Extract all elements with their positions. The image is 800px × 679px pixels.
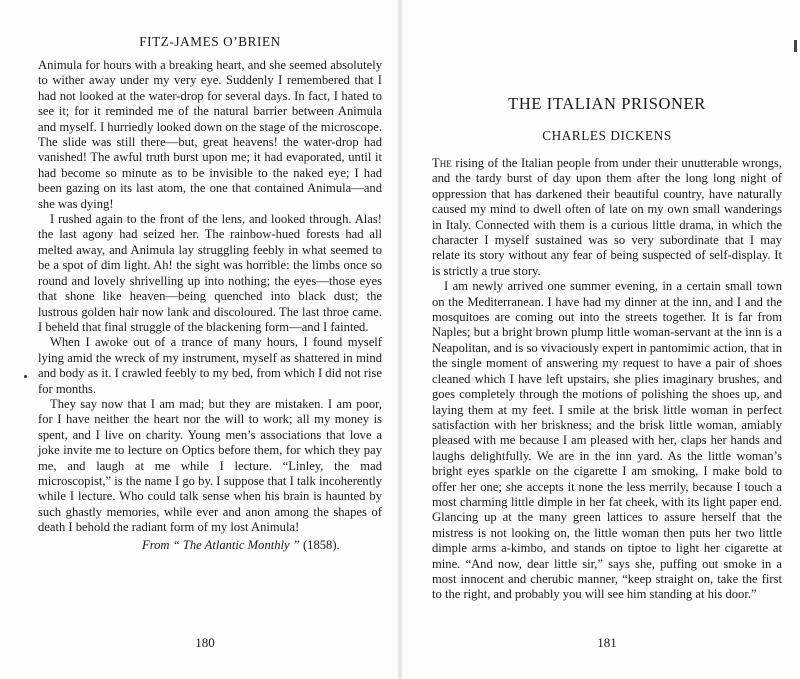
print-speck: [24, 375, 27, 378]
page-number-right: 181: [597, 635, 617, 650]
edge-mark: [794, 40, 797, 52]
story-author: CHARLES DICKENS: [542, 128, 672, 143]
paragraph: I rushed again to the front of the lens, and looked through. Alas! the last agony had seized her. The rainbow-hued forests had all melted away, and Animula lay struggling feebly in what seemed to be a spot of dim light. Ah! the sight was horrible: the limbs once so round and lovely shrivelling up into nothing; the eyes—those eyes that shone like heaven—being quenched into black dust; the lustrous golden hair now lank and discoloured. The last throe came. I beheld that final struggle of the blackening form—and I fainted.: [38, 212, 382, 334]
lead-word: The: [432, 156, 452, 170]
right-page: [400, 0, 800, 679]
paragraph-text: rising of the Italian people from under their unutterable wrongs, and the tardy burst of day upon them after the long long night of oppression that has darkened their beautiful country, have naturally caused my mind to dwell often of late on my own small wanderings in Italy. Connected with them is a curious little drama, in which the character I myself sustained was so very subordinate that I may relate its story without any fear of being suspected of self-display. It is strictly a true story.: [432, 156, 782, 278]
paragraph: Animula for hours with a breaking heart, and she seemed absolutely to wither away under my very eye. Suddenly I remembered that I had not looked at the water-drop for several days. In fact, I hated to see it; for it reminded me of the natural barrier between Animula and myself. I hurriedly looked down on the stage of the microscope. The slide was still there—but, great heavens! the water-drop had vanished! The awful truth burst upon me; it had evaporated, until it had become so minute as to be invisible to the naked eye; I had been gazing on its last atom, the one that contained Animula—and she was dying!: [38, 58, 382, 211]
right-body-text: [432, 156, 782, 603]
paragraph: [432, 156, 782, 279]
source-citation: [38, 538, 382, 553]
paragraph: I am newly arrived one summer evening, in a certain small town on the Mediterranean. I have had my dinner at the inn, and I and the mosquitoes are coming out into the streets together. It is far from Naples; but a bright brown plump little woman-servant at the inn is a Neapolitan, and is so vivaciously expert in pantomimic action, that in the single moment of answering my request to have a pair of shoes cleaned which I have left upstairs, she plies imaginary brushes, and goes completely through the motions of polishing the shoes up, and laying them at my feet. I smile at the brisk little woman in perfect satisfaction with her briskness; and the brisk little woman, amiably pleased with me because I am pleased with her, claps her hands and laughs delightfully. We are in the inn yard. As the little woman’s bright eyes sparkle on the cigarette I am smoking, I make bold to offer her one; she accepts it none the less merrily, because I touch a most charming little dimple in her fat cheek, with its light paper end. Glancing up at the many green lattices to assure herself that the mistress is not looking on, the little woman then puts her two little dimple arms a-kimbo, and stands on tiptoe to light her cigarette at mine. “And now, dear little sir,” says she, puffing out smoke in a most innocent and cherubic manner, “keep straight on, take the first to the right, and probably you will see him standing at his door.”: [432, 279, 782, 602]
paragraph: When I awoke out of a trance of many hours, I found myself lying amid the wreck of my instrument, myself as shattered in mind and body as it. I crawled feebly to my bed, from which I did not rise for months.: [38, 335, 382, 396]
left-body-text: [38, 58, 382, 536]
running-head: FITZ-JAMES O’BRIEN: [139, 34, 281, 49]
source-year: (1858).: [302, 537, 340, 552]
page-number-left: 180: [195, 635, 215, 650]
story-title: THE ITALIAN PRISONER: [508, 94, 706, 113]
source-prefix: From: [142, 537, 170, 552]
paragraph: They say now that I am mad; but they are mistaken. I am poor, for I have neither the heart nor the will to work; all my money is spent, and I live on charity. Young men’s associations that love a joke invite me to lecture on Optics before them, for which they pay me, and laugh at me while I lecture. “Linley, the mad microscopist,” is the name I go by. I suppose that I talk incoherently while I lecture. Who could talk sense when his brain is haunted by such ghastly memories, while ever and anon among the shapes of death I behold the radiant form of my lost Animula!: [38, 396, 382, 535]
source-title: “ The Atlantic Monthly ”: [172, 537, 300, 552]
book-gutter: [397, 0, 403, 679]
